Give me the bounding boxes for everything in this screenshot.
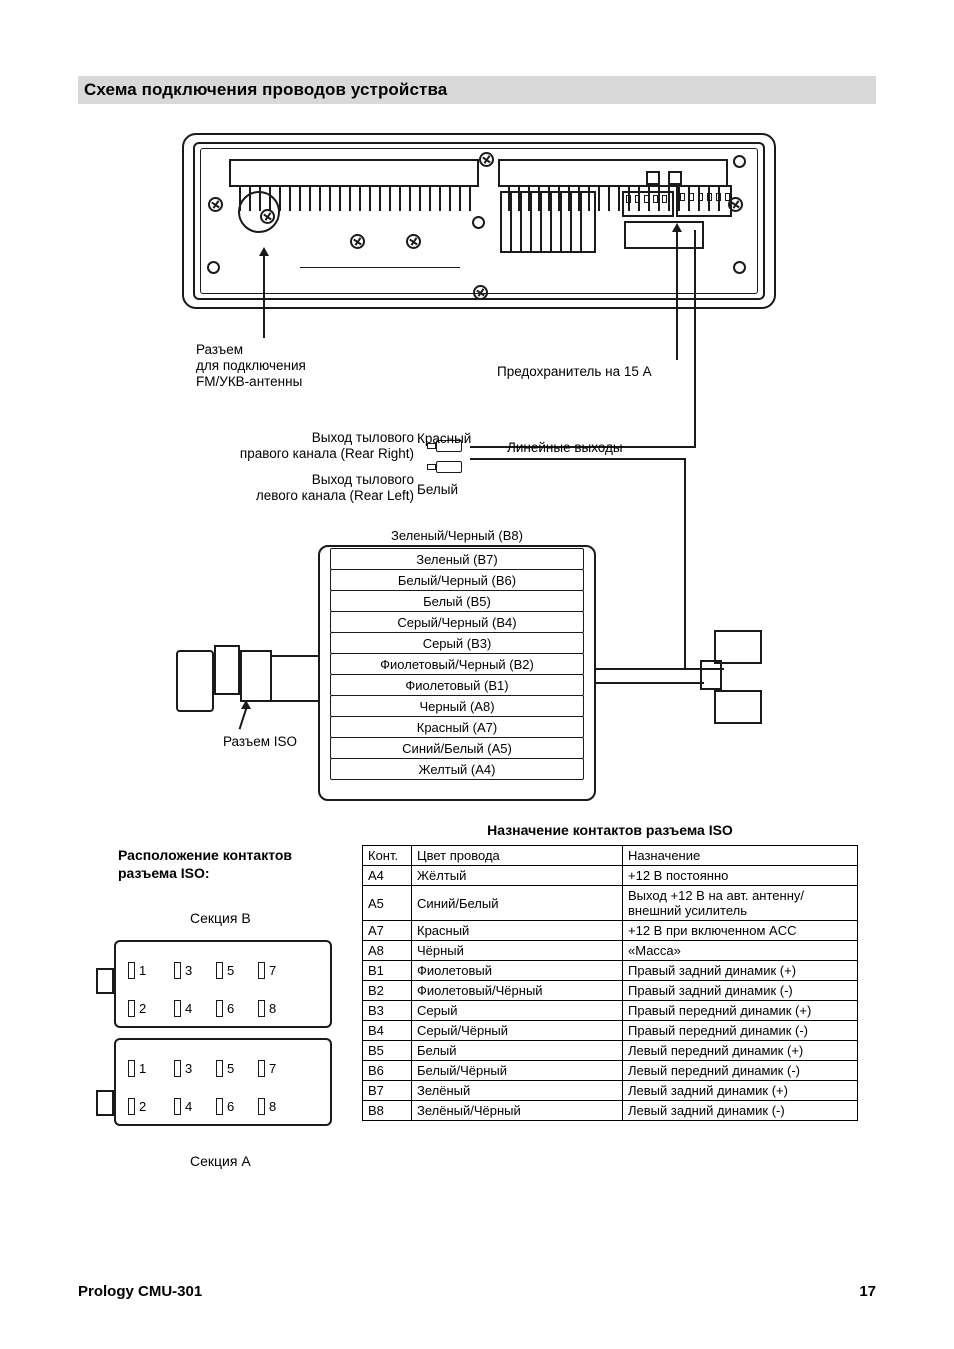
cell-color: Белый/Чёрный [412,1061,623,1081]
harness-right-lead-2 [596,682,704,684]
wire-label-row: Белый/Черный (B6) [330,569,584,591]
section-b-label: Секция B [190,910,251,926]
iso-pin-number: 5 [227,1061,235,1076]
iso-pin-number: 2 [139,1001,147,1016]
table-header-purpose: Назначение [623,846,858,866]
screw-icon [473,285,488,300]
table-row [363,866,858,886]
cell-pin: B4 [363,1021,412,1041]
wire-label-row: Синий/Белый (A5) [330,737,584,759]
iso-pin-number: 5 [227,963,235,978]
antenna-callout-arrow [259,247,269,256]
table-row [363,1001,858,1021]
cell-color: Красный [412,921,623,941]
rear-left-output-label [196,472,414,504]
iso-section-b-ear [96,968,114,994]
cell-color: Зелёный [412,1081,623,1101]
wire-label-row: Черный (A8) [330,695,584,717]
fuse-cap [668,171,682,185]
iso-callout-line [239,706,248,729]
pinout-title [118,846,348,882]
cell-pin: A8 [363,941,412,961]
section-a-label: Секция A [190,1153,251,1169]
table-header-pin: Конт. [363,846,412,866]
antenna-label-line1: Разъем [196,342,244,357]
iso-pin-number: 4 [185,1001,193,1016]
cell-purpose: «Масса» [623,941,858,961]
antenna-callout-label [196,342,356,390]
rear-left-line2: левого канала (Rear Left) [255,488,414,503]
iso-pin-number: 6 [227,1099,235,1114]
cell-color: Серый [412,1001,623,1021]
mount-hole [207,261,220,274]
cell-pin: B7 [363,1081,412,1101]
fuse-callout-arrow [672,223,682,232]
heatsink-fins [500,191,596,253]
line-outs-label: Линейные выходы [507,440,623,455]
rear-panel-illustration [182,133,776,309]
screw-icon [406,234,421,249]
iso-section-a-ear [96,1090,114,1116]
table-row [363,961,858,981]
cell-pin: A5 [363,886,412,921]
table-row [363,1061,858,1081]
wire-label-row: Красный (A7) [330,716,584,738]
cell-purpose: +12 В постоянно [623,866,858,886]
lineout-cable-vertical [694,230,696,446]
iso-connector-label: Разъем ISO [223,734,298,749]
wire-label-row: Зеленый (B7) [330,548,584,570]
fuse-cap [646,171,660,185]
mount-hole [472,216,485,229]
screw-icon [208,197,223,212]
rear-right-line1: Выход тылового [311,430,414,445]
screw-icon [479,152,494,167]
page-title: Схема подключения проводов устройства [84,80,448,99]
white-wire-label: Белый [417,482,459,497]
iso-section-b [114,940,332,1028]
fuse-holder [624,221,704,249]
wire-label-row: Серый/Черный (B4) [330,611,584,633]
wire-label-row: Серый (B3) [330,632,584,654]
rear-right-output-label [196,430,414,462]
iso-socket-upper-right [676,185,732,217]
table-title: Назначение контактов разъема ISO [487,822,733,838]
harness-lead-bottom [272,700,320,702]
iso-pin-number: 7 [269,1061,277,1076]
antenna-label-line2: для подключения [196,358,306,373]
cell-color: Фиолетовый/Чёрный [412,981,623,1001]
table-row [363,941,858,961]
vent-slots-right [498,159,728,187]
table-row [363,1081,858,1101]
iso-callout-arrow [241,700,251,709]
section-header [78,76,876,104]
cell-purpose: Правый задний динамик (+) [623,961,858,981]
cell-purpose: Левый задний динамик (-) [623,1101,858,1121]
cell-purpose: Левый задний динамик (+) [623,1081,858,1101]
wire-label-row: Фиолетовый/Черный (B2) [330,653,584,675]
cell-purpose: Левый передний динамик (-) [623,1061,858,1081]
cell-purpose: Правый передний динамик (+) [623,1001,858,1021]
cell-purpose: Правый передний динамик (-) [623,1021,858,1041]
iso-plug-connector [240,650,272,702]
table-header-row [363,846,858,866]
cell-color: Серый/Чёрный [412,1021,623,1041]
cell-pin: B6 [363,1061,412,1081]
table-row [363,1041,858,1061]
iso-pin-number: 3 [185,1061,193,1076]
harness-right-lead [596,668,704,670]
pinout-title-line2: разъема ISO: [118,865,210,881]
fm-antenna-jack [238,191,280,233]
antenna-callout-line [263,254,265,338]
table-row [363,981,858,1001]
rear-right-line2: правого канала (Rear Right) [239,446,414,461]
iso-pin-number: 7 [269,963,277,978]
table-row [363,1101,858,1121]
cell-pin: A4 [363,866,412,886]
cell-color: Жёлтый [412,866,623,886]
pinout-title-line1: Расположение контактов [118,847,293,863]
harness-right-plug-2 [714,690,762,724]
cell-purpose: Правый задний динамик (-) [623,981,858,1001]
harness-right-plug [714,630,762,664]
iso-plug-shell [176,650,214,712]
rear-left-line1: Выход тылового [311,472,414,487]
mount-hole [733,261,746,274]
cell-pin: B1 [363,961,412,981]
iso-pin-number: 3 [185,963,193,978]
cell-color: Чёрный [412,941,623,961]
iso-section-a [114,1038,332,1126]
wire-label-row: Желтый (A4) [330,758,584,780]
wire-label-row: Фиолетовый (B1) [330,674,584,696]
fuse-callout-line [676,230,678,360]
iso-pin-number: 4 [185,1099,193,1114]
cell-pin: B3 [363,1001,412,1021]
cell-purpose: Левый передний динамик (+) [623,1041,858,1061]
cell-color: Зелёный/Чёрный [412,1101,623,1121]
cell-pin: B2 [363,981,412,1001]
cell-color: Фиолетовый [412,961,623,981]
iso-pin-number: 1 [139,963,147,978]
lineout-cable-horizontal-2 [470,458,686,460]
red-wire-label: Красный [417,431,472,446]
iso-pin-number: 8 [269,1001,277,1016]
cell-color: Белый [412,1041,623,1061]
wire-label-b8: Зеленый/Черный (B8) [391,528,523,543]
table-row [363,886,858,921]
cell-purpose: +12 В при включенном ACC [623,921,858,941]
harness-right-neck [700,660,722,690]
iso-pin-number: 2 [139,1099,147,1114]
iso-pin-number: 6 [227,1001,235,1016]
mount-hole [733,155,746,168]
cell-pin: A7 [363,921,412,941]
cell-color: Синий/Белый [412,886,623,921]
cell-pin: B8 [363,1101,412,1121]
wire-label-row: Белый (B5) [330,590,584,612]
fuse-callout-label: Предохранитель на 15 А [497,364,652,379]
wire-label-stack [330,549,584,780]
footer-page-number: 17 [859,1283,876,1300]
cell-purpose: Выход +12 В на авт. антенну/ внешний усилитель [623,886,858,921]
lineout-cable-vertical-2 [684,458,686,670]
footer-model: Prology CMU-301 [78,1283,203,1300]
table-row [363,921,858,941]
antenna-label-line3: FM/УКВ-антенны [196,374,303,389]
vent-slots-left [229,159,479,187]
panel-divider-line [300,267,460,268]
cell-pin: B5 [363,1041,412,1061]
iso-plug-body [214,645,240,695]
harness-lead-top [272,655,320,657]
table-header-color: Цвет провода [412,846,623,866]
screw-icon [350,234,365,249]
iso-pin-table [362,845,858,1121]
table-row [363,1021,858,1041]
iso-pin-number: 8 [269,1099,277,1114]
iso-pin-number: 1 [139,1061,147,1076]
